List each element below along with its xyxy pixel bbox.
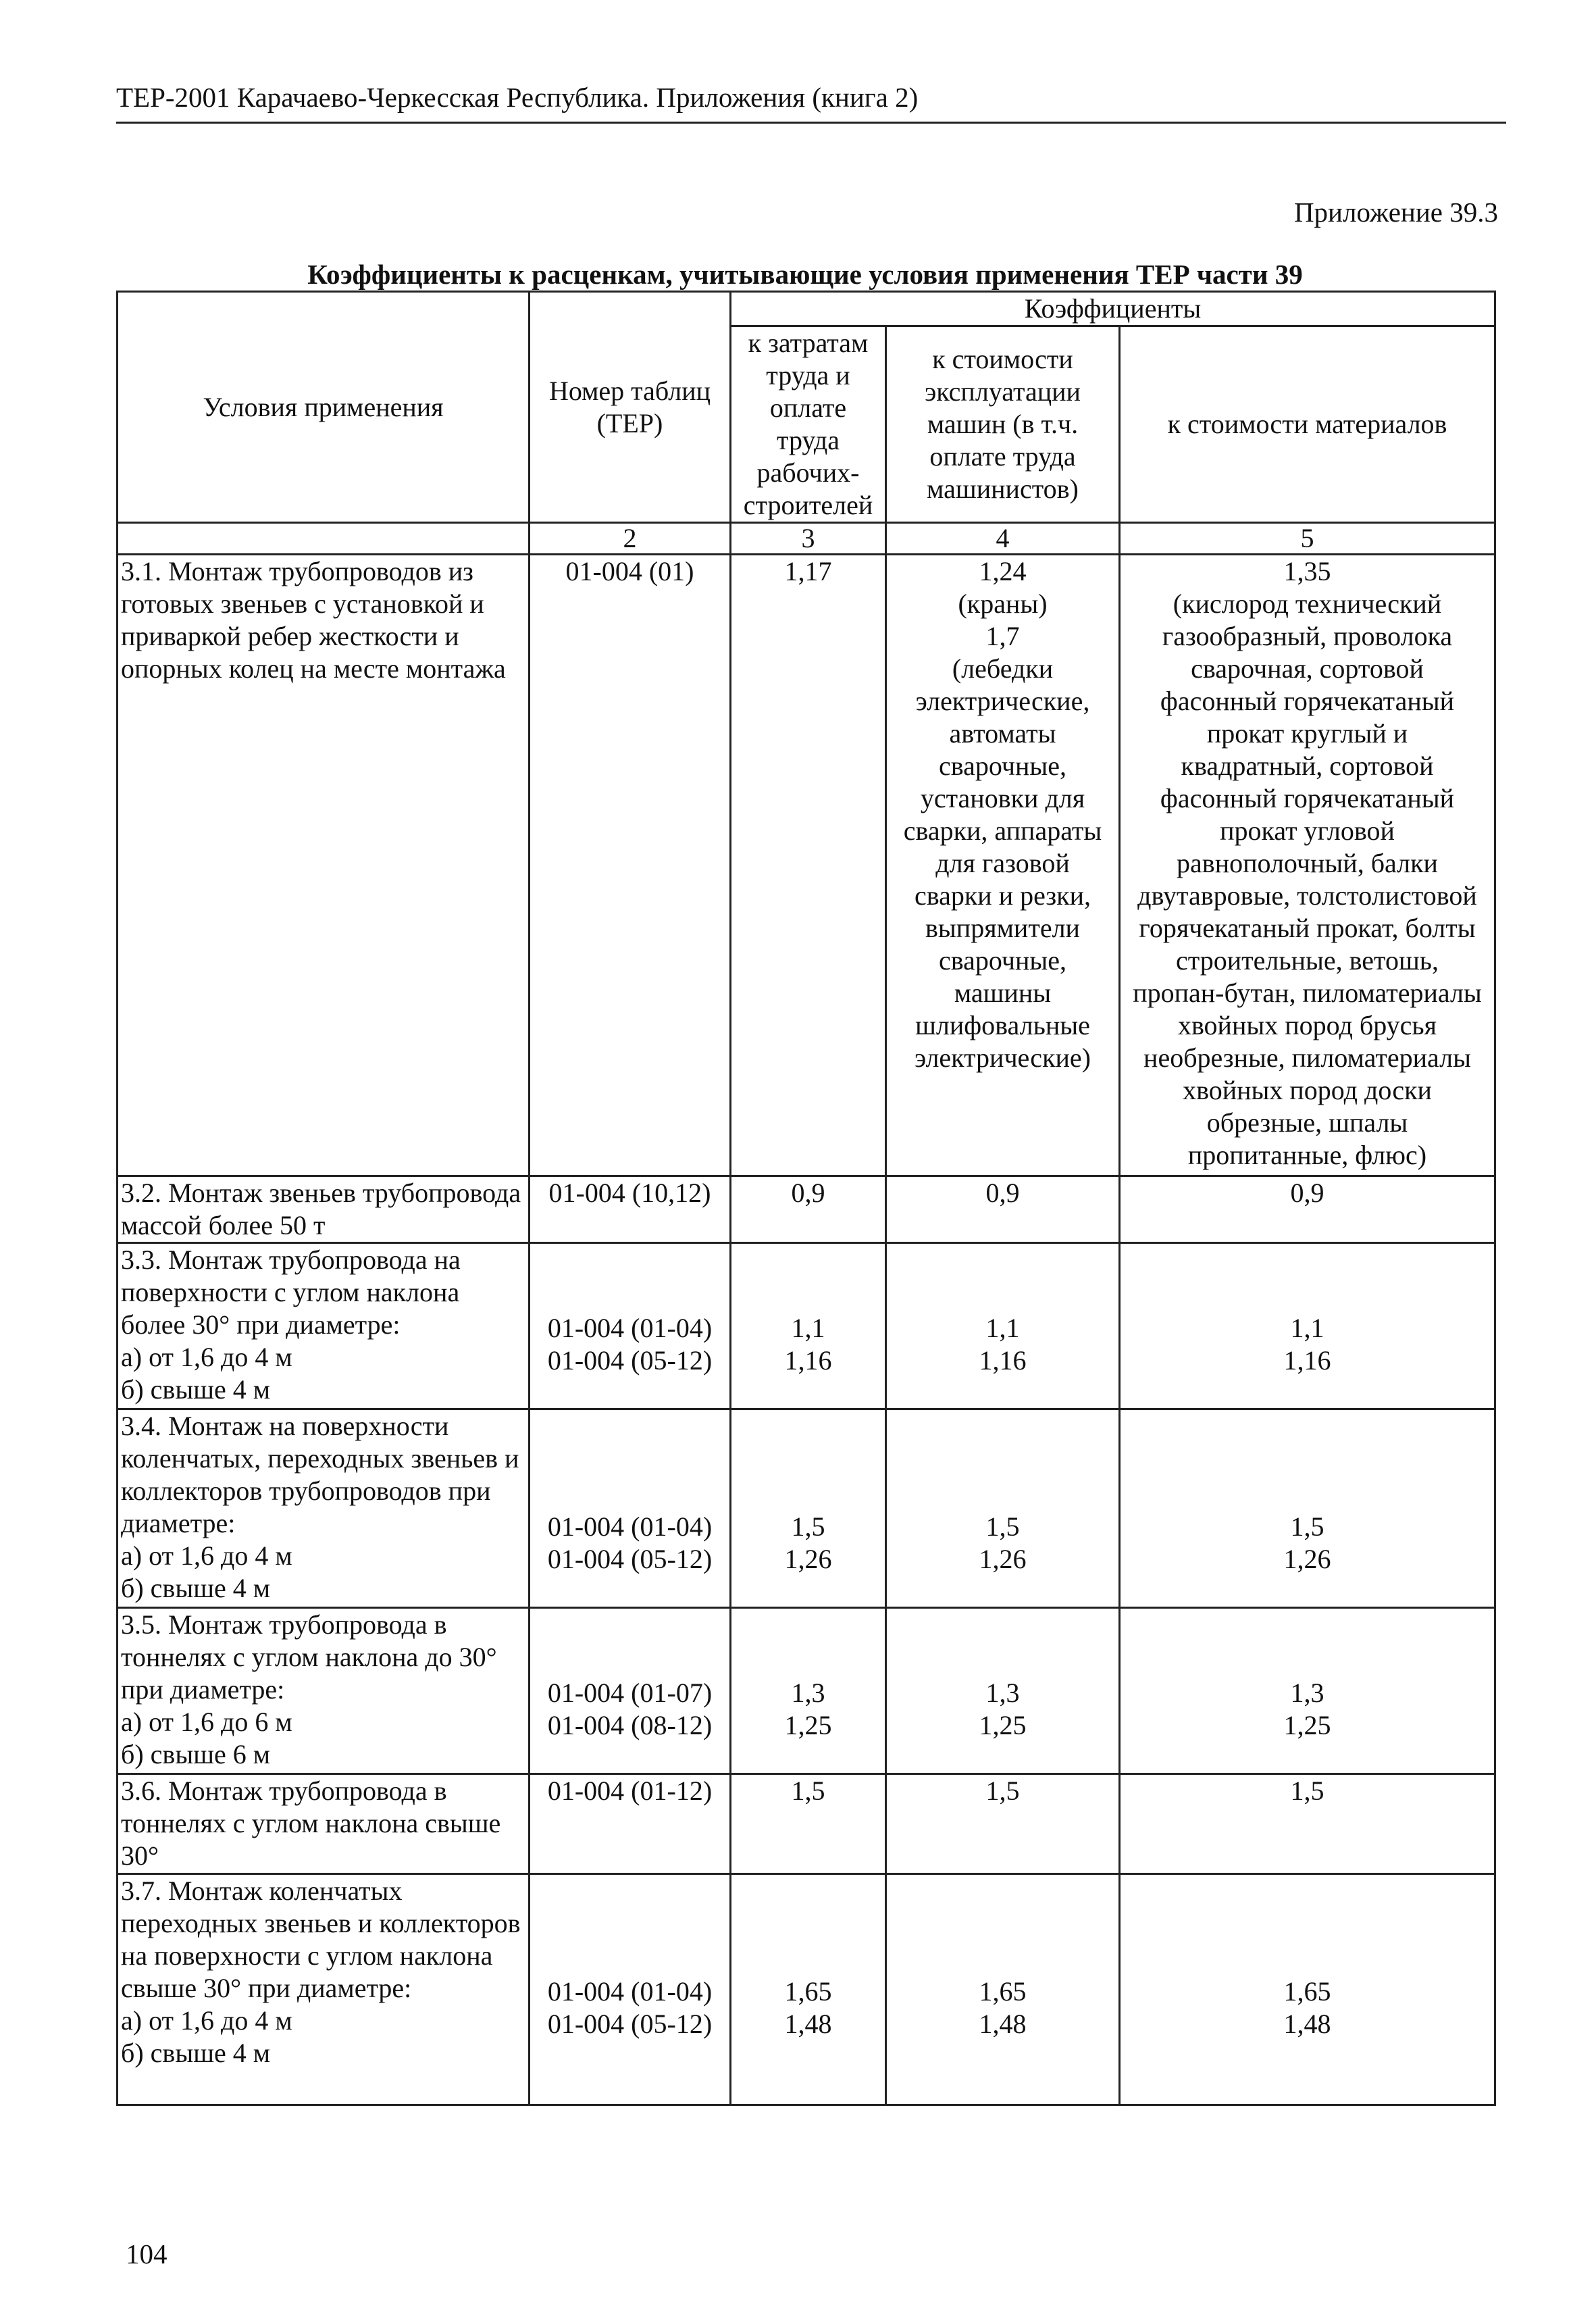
materials-coefficient-cell: 1,5 1,26 [1120, 1409, 1495, 1608]
header-coefficients: Коэффициенты [731, 292, 1495, 326]
condition-cell: 3.2. Монтаж звеньев трубопровода массой более 50 т [118, 1176, 530, 1243]
condition-cell: 3.1. Монтаж трубопроводов из готовых звеньев с установкой и приваркой ребер жесткости и опорных колец на месте монтажа [118, 555, 530, 1176]
table-number-cell: 01-004 (01-04) 01-004 (05-12) [530, 1409, 731, 1608]
column-number: 5 [1120, 523, 1495, 555]
materials-coefficient-cell: 1,65 1,48 [1120, 1874, 1495, 2105]
materials-coefficient-cell: 1,35 (кислород технический газообразный, проволока сварочная, сортовой фасонный горячекатаный прокат круглый и квадратный, сортовой фасонный горячекатаный прокат угловой равнополочный, балки двутавровые, толстолистовой горячекатаный прокат, болты строительные, ветошь, пропан-бутан, пиломатериалы хвойных пород брусья необрезные, пиломатериалы хвойных пород доски обрезные, шпалы пропитанные, флюс) [1120, 555, 1495, 1176]
table-row [118, 1874, 1495, 2105]
condition-cell: 3.3. Монтаж трубопровода на поверхности с углом наклона более 30° при диаметре: а) от 1,6 до 4 м б) свыше 4 м [118, 1243, 530, 1409]
table-row [118, 1608, 1495, 1774]
table-number-cell: 01-004 (01-04) 01-004 (05-12) [530, 1874, 731, 2105]
condition-cell: 3.4. Монтаж на поверхности коленчатых, переходных звеньев и коллекторов трубопроводов при диаметре: а) от 1,6 до 4 м б) свыше 4 м [118, 1409, 530, 1608]
table-row [118, 1409, 1495, 1608]
table-title: Коэффициенты к расценкам, учитывающие условия применения ТЕР части 39 [307, 259, 1303, 290]
header-conditions: Условия применения [118, 292, 530, 523]
machines-coefficient-cell: 1,65 1,48 [886, 1874, 1120, 2105]
labor-coefficient-cell: 0,9 [731, 1176, 886, 1243]
table-row [118, 555, 1495, 1176]
condition-cell: 3.7. Монтаж коленчатых переходных звеньев и коллекторов на поверхности с углом наклона свыше 30° при диаметре: а) от 1,6 до 4 м б) свыше 4 м [118, 1874, 530, 2105]
header-table-number: Номер таблиц (ТЕР) [530, 292, 731, 523]
labor-coefficient-cell: 1,17 [731, 555, 886, 1176]
labor-coefficient-cell: 1,5 1,26 [731, 1409, 886, 1608]
condition-cell: 3.6. Монтаж трубопровода в тоннелях с углом наклона свыше 30° [118, 1774, 530, 1874]
coefficients-table [116, 291, 1496, 2106]
header-materials: к стоимости материалов [1120, 326, 1495, 523]
header-labor: к затратам труда и оплате труда рабочих- строителей [731, 326, 886, 523]
machines-coefficient-cell: 1,3 1,25 [886, 1608, 1120, 1774]
table-number-cell: 01-004 (01) [530, 555, 731, 1176]
machines-coefficient-cell: 0,9 [886, 1176, 1120, 1243]
appendix-label: Приложение 39.3 [1293, 197, 1498, 228]
labor-coefficient-cell: 1,3 1,25 [731, 1608, 886, 1774]
machines-coefficient-cell: 1,24 (краны) 1,7 (лебедки электрические, автоматы сварочные, установки для сварки, аппараты для газовой сварки и резки, выпрямители сварочные, машины шлифовальные электрические) [886, 555, 1120, 1176]
machines-coefficient-cell: 1,5 1,26 [886, 1409, 1120, 1608]
labor-coefficient-cell: 1,1 1,16 [731, 1243, 886, 1409]
materials-coefficient-cell: 1,1 1,16 [1120, 1243, 1495, 1409]
table-row [118, 1774, 1495, 1874]
table-number-cell: 01-004 (01-12) [530, 1774, 731, 1874]
table-number-cell: 01-004 (01-04) 01-004 (05-12) [530, 1243, 731, 1409]
column-number-empty [118, 523, 530, 555]
machines-coefficient-cell: 1,1 1,16 [886, 1243, 1120, 1409]
running-header: ТЕР-2001 Карачаево-Черкесская Республика. Приложения (книга 2) [116, 80, 1506, 124]
materials-coefficient-cell: 1,3 1,25 [1120, 1608, 1495, 1774]
column-number: 2 [530, 523, 731, 555]
labor-coefficient-cell: 1,5 [731, 1774, 886, 1874]
column-number: 3 [731, 523, 886, 555]
labor-coefficient-cell: 1,65 1,48 [731, 1874, 886, 2105]
header-machines: к стоимости эксплуатации машин (в т.ч. оплате труда машинистов) [886, 326, 1120, 523]
table-number-cell: 01-004 (10,12) [530, 1176, 731, 1243]
column-number: 4 [886, 523, 1120, 555]
table-row [118, 1243, 1495, 1409]
materials-coefficient-cell: 1,5 [1120, 1774, 1495, 1874]
materials-coefficient-cell: 0,9 [1120, 1176, 1495, 1243]
table-number-cell: 01-004 (01-07) 01-004 (08-12) [530, 1608, 731, 1774]
condition-cell: 3.5. Монтаж трубопровода в тоннелях с углом наклона до 30° при диаметре: а) от 1,6 до 6 м б) свыше 6 м [118, 1608, 530, 1774]
machines-coefficient-cell: 1,5 [886, 1774, 1120, 1874]
page-number: 104 [126, 2238, 168, 2269]
table-row [118, 1176, 1495, 1243]
